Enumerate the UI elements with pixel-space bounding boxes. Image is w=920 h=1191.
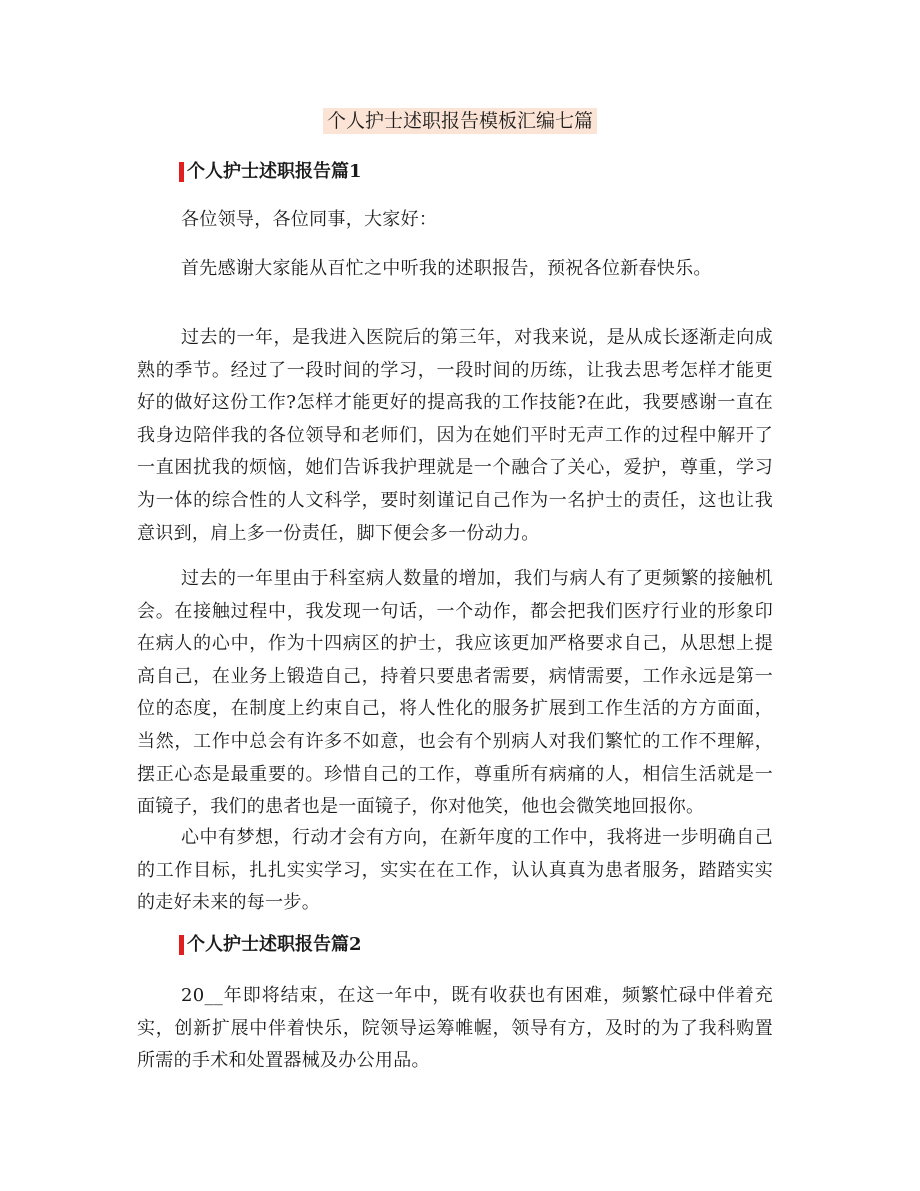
paragraph: 过去的一年，是我进入医院后的第三年，对我来说，是从成长逐渐走向成熟的季节。经过了一段时间的学习，一段时间的历练，让我去思考怎样才能更好的做好这份工作?怎样才能更好的提高我的工作技能?在此，我要感谢一直在我身边陪伴我的各位领导和老师们，因为在她们平时无声工作的过程中解开了一直困扰我的烦恼，她们告诉我护理就是一个融合了关心，爱护，尊重，学习为一体的综合性的人文科学，要时刻谨记自己作为一名护士的责任，这也让我意识到，肩上多一份责任，脚下便会多一份动力。 xyxy=(137,327,773,544)
paragraph: 各位领导，各位同事，大家好： xyxy=(181,209,438,230)
section-heading xyxy=(179,159,362,185)
paragraph: 心中有梦想，行动才会有方向，在新年度的工作中，我将进一步明确自己的工作目标，扎扎实实学习，实实在在工作，认认真真为患者服务，踏踏实实的走好未来的每一步。 xyxy=(137,827,773,914)
paragraph: 过去的一年里由于科室病人数量的增加，我们与病人有了更频繁的接触机会。在接触过程中，我发现一句话，一个动作，都会把我们医疗行业的形象印在病人的心中，作为十四病区的护士，我应该更加严格要求自己，从思想上提高自己，在业务上锻造自己，持着只要患者需要，病情需要，工作永远是第一位的态度，在制度上约束自己，将人性化的服务扩展到工作生活的方方面面，当然，工作中总会有许多不如意，也会有个别病人对我们繁忙的工作不理解，摆正心态是最重要的。珍惜自己的工作，尊重所有病痛的人，相信生活就是一面镜子，我们的患者也是一面镜子，你对他笑，他也会微笑地回报你。 xyxy=(137,568,773,818)
document-title xyxy=(0,107,920,135)
paragraph: 20__年即将结束，在这一年中，既有收获也有困难，频繁忙碌中伴着充实，创新扩展中伴着快乐，院领导运筹帷幄，领导有方，及时的为了我科购置所需的手术和处置器械及办公用品。 xyxy=(137,985,773,1072)
heading-marker-icon xyxy=(179,935,184,955)
paragraph: 首先感谢大家能从百忙之中听我的述职报告，预祝各位新春快乐。 xyxy=(181,258,712,279)
section-heading xyxy=(179,932,362,958)
heading-marker-icon xyxy=(179,162,184,182)
section-heading-text: 个人护士述职报告篇2 xyxy=(187,934,362,955)
document-title-text: 个人护士述职报告模板汇编七篇 xyxy=(323,108,597,134)
section-heading-text: 个人护士述职报告篇1 xyxy=(187,161,362,182)
